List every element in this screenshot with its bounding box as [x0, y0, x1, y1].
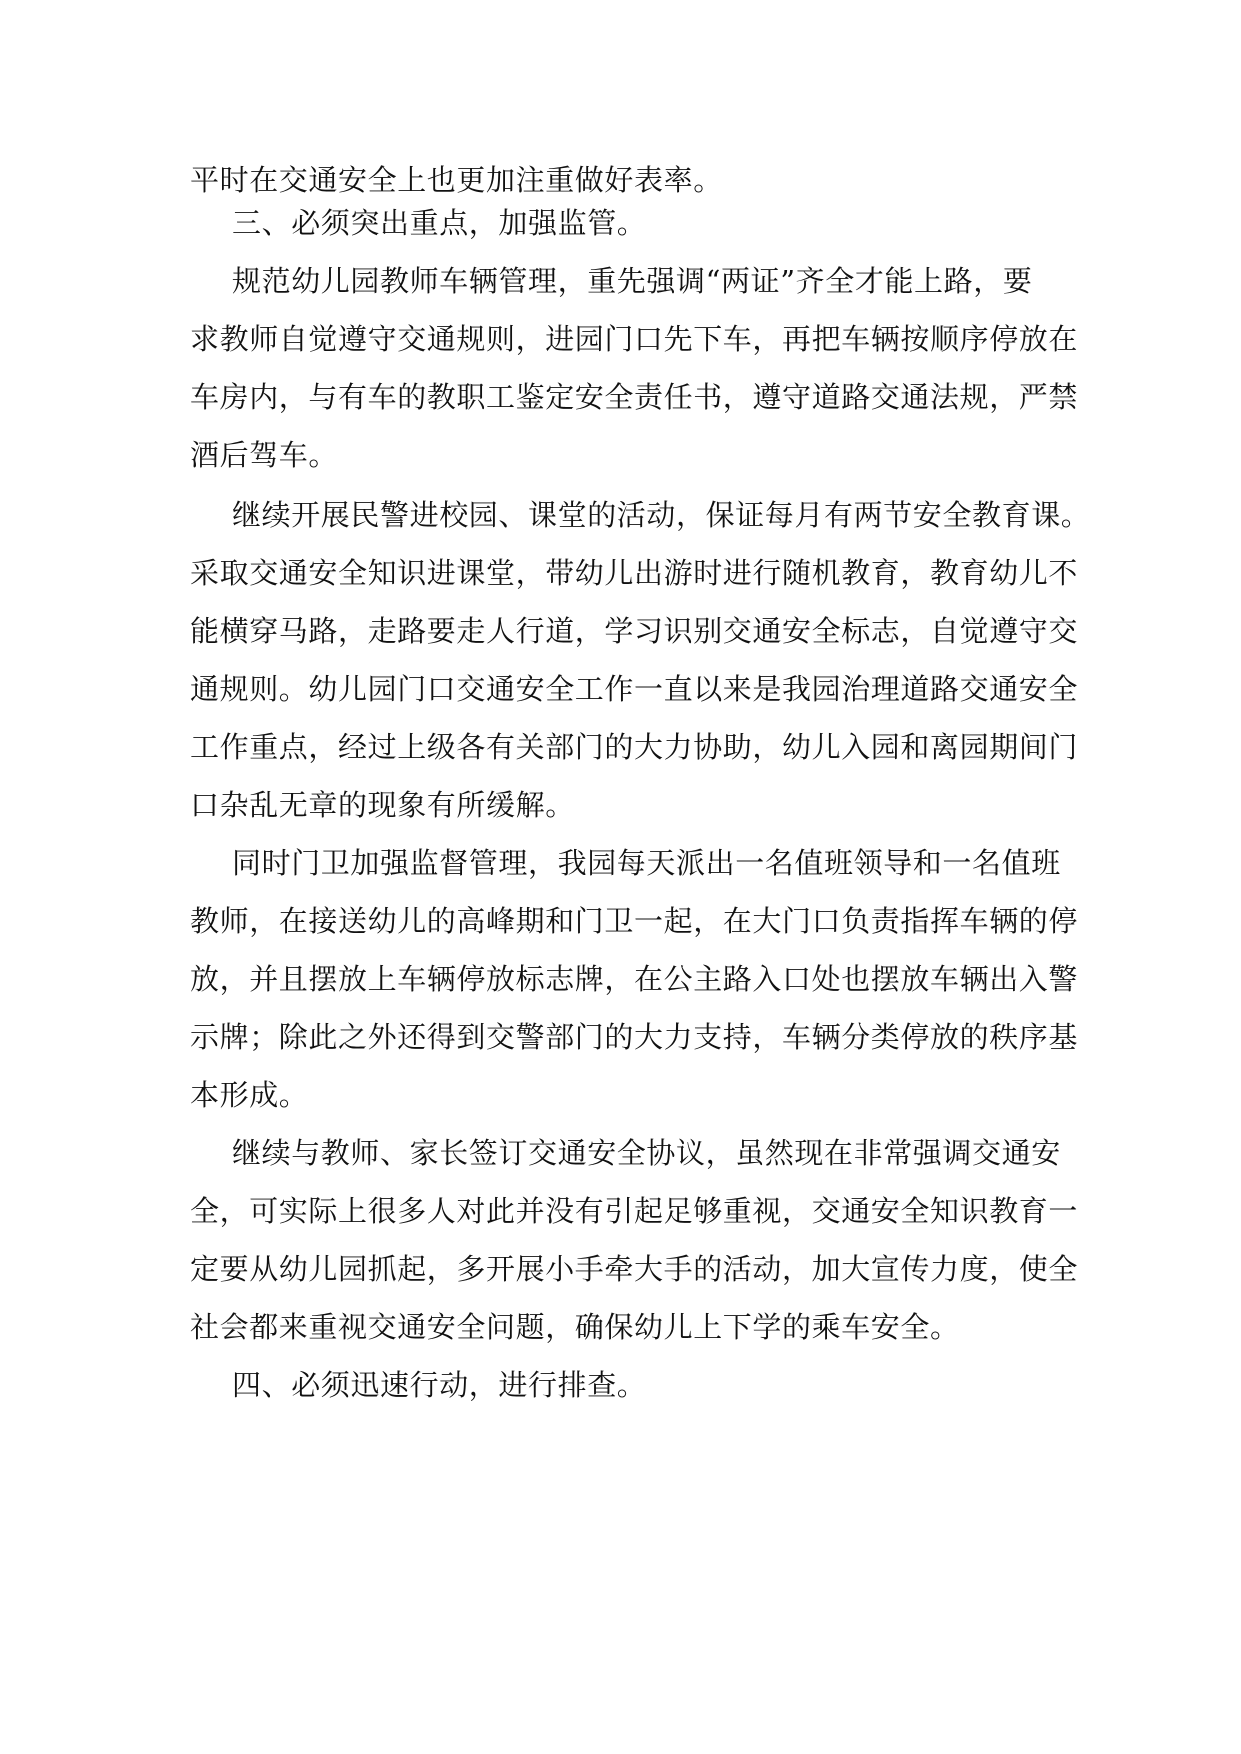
text-line: 平时在交通安全上也更加注重做好表率。 [190, 163, 723, 197]
text-line: 求教师自觉遵守交通规则，进园门口先下车，再把车辆按顺序停放在 [190, 322, 1079, 356]
text-line: 通规则。幼儿园门口交通安全工作一直以来是我园治理道路交通安全 [190, 672, 1079, 706]
text-line: 继续与教师、家长签订交通安全协议，虽然现在非常强调交通安 [232, 1136, 1061, 1170]
text-line: 社会都来重视交通安全问题，确保幼儿上下学的乘车安全。 [190, 1310, 960, 1344]
text-line: 能横穿马路，走路要走人行道，学习识别交通安全标志，自觉遵守交 [190, 614, 1079, 648]
text-line: 继续开展民警进校园、课堂的活动，保证每月有两节安全教育课。 [232, 498, 1091, 532]
text-line: 全，可实际上很多人对此并没有引起足够重视，交通安全知识教育一 [190, 1194, 1079, 1228]
text-line: 车房内，与有车的教职工鉴定安全责任书，遵守道路交通法规，严禁 [190, 380, 1079, 414]
text-line: 规范幼儿园教师车辆管理，重先强调“两证”齐全才能上路，要 [232, 264, 1033, 298]
text-line: 示牌；除此之外还得到交警部门的大力支持，车辆分类停放的秩序基 [190, 1020, 1079, 1054]
section-heading: 四、必须迅速行动，进行排查。 [232, 1368, 647, 1402]
text-line: 酒后驾车。 [190, 438, 339, 472]
text-line: 采取交通安全知识进课堂，带幼儿出游时进行随机教育，教育幼儿不 [190, 556, 1079, 590]
text-line: 工作重点，经过上级各有关部门的大力协助，幼儿入园和离园期间门 [190, 730, 1079, 764]
section-heading: 三、必须突出重点，加强监管。 [232, 206, 647, 240]
text-line: 教师，在接送幼儿的高峰期和门卫一起，在大门口负责指挥车辆的停 [190, 904, 1079, 938]
text-line: 同时门卫加强监督管理，我园每天派出一名值班领导和一名值班 [232, 846, 1061, 880]
text-line: 口杂乱无章的现象有所缓解。 [190, 788, 575, 822]
text-line: 本形成。 [190, 1078, 309, 1112]
text-line: 定要从幼儿园抓起，多开展小手牵大手的活动，加大宣传力度，使全 [190, 1252, 1079, 1286]
text-line: 放，并且摆放上车辆停放标志牌，在公主路入口处也摆放车辆出入警 [190, 962, 1079, 996]
